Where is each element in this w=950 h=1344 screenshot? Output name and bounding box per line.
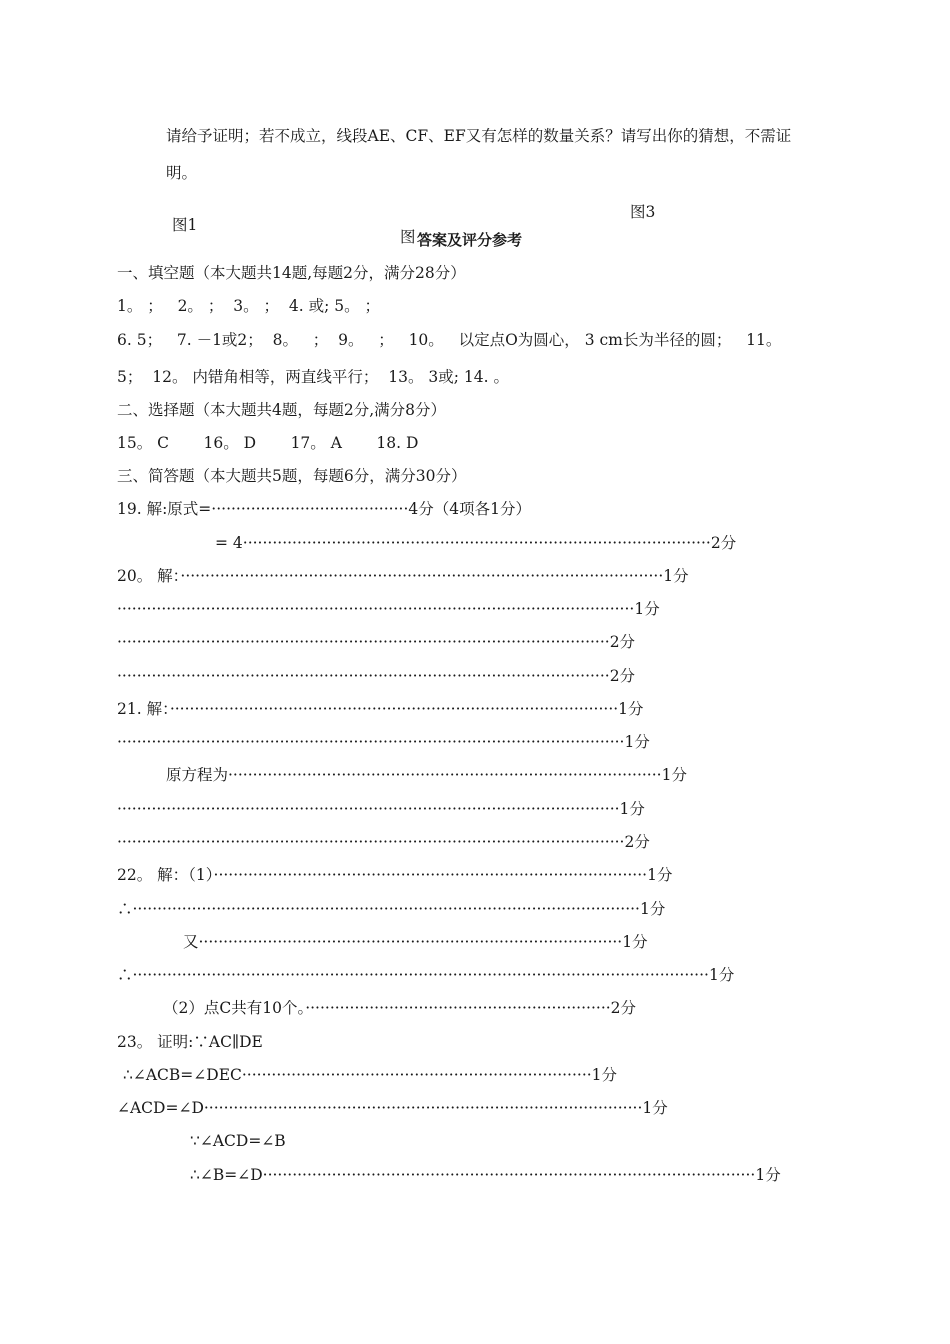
answer-line: ∠ACD=∠D·························································································1分 [117, 1099, 668, 1117]
section1-title: 一、填空题（本大题共14题,每题2分，满分28分） [117, 264, 466, 282]
answer-line: 22。 解：（1）························································································1分 [117, 866, 673, 884]
answer-line: 19. 解:原式=········································4分（4项各1分） [117, 500, 531, 518]
answer-line: 20。 解：··································································································1分 [117, 567, 689, 585]
intro-line-2: 明。 [166, 164, 198, 182]
answer-line: ∴·······································································································1分 [117, 900, 666, 918]
answer-line: 21. 解：···························································································1分 [117, 700, 644, 718]
answer-line: ∴·····················································································································1分 [117, 966, 735, 984]
section2-title: 二、选择题（本大题共4题，每题2分,满分8分） [117, 401, 447, 419]
answer-line: ∵∠ACD=∠B [190, 1132, 286, 1150]
answer-line: ·······································································································2分 [117, 833, 650, 851]
section1-line-3: 5； 12。 内错角相等，两直线平行； 13。 3或; 14. 。 [117, 368, 509, 386]
answer-line: （2）点C共有10个。······························································2分 [163, 999, 637, 1017]
section3-title: 三、简答题（本大题共5题，每题6分，满分30分） [117, 467, 467, 485]
section2-line-1: 15。 C 16。 D 17。 A 18. D [117, 434, 419, 452]
answer-line: ·······································································································1分 [117, 733, 650, 751]
answer-line: ·········································································································1分 [117, 600, 660, 618]
answer-heading: 答案及评分参考 [417, 231, 523, 249]
figure-label-3: 图3 [630, 203, 656, 221]
answer-line: ∴∠ACB=∠DEC·······································································1分 [123, 1066, 618, 1084]
section1-line-1: 1。 ； 2。 ； 3。 ； 4. 或; 5。 ； [117, 297, 381, 315]
intro-line-1: 请给予证明；若不成立，线段AE、CF、EF又有怎样的数量关系？请写出你的猜想，不需证 [166, 127, 792, 145]
answer-line: ····································································································2分 [117, 667, 636, 685]
figure-label-2: 图 [400, 228, 416, 246]
answer-line: 又······················································································1分 [183, 933, 648, 951]
figure-label-1: 图1 [172, 216, 198, 234]
answer-line: 原方程为························································································1分 [166, 766, 687, 784]
section1-line-2: 6. 5； 7. －1或2； 8。 ； 9。 ； 10。 以定点O为圆心， 3 cm长为半径的圆； 11。 [117, 331, 782, 349]
answer-line: ∴∠B=∠D····································································································1分 [190, 1166, 781, 1184]
answer-line: ······································································································1分 [117, 800, 645, 818]
answer-line: ····································································································2分 [117, 633, 636, 651]
answer-line: = 4·······························································································2分 [215, 534, 737, 552]
answer-line: 23。 证明:∵AC∥DE [117, 1033, 263, 1051]
